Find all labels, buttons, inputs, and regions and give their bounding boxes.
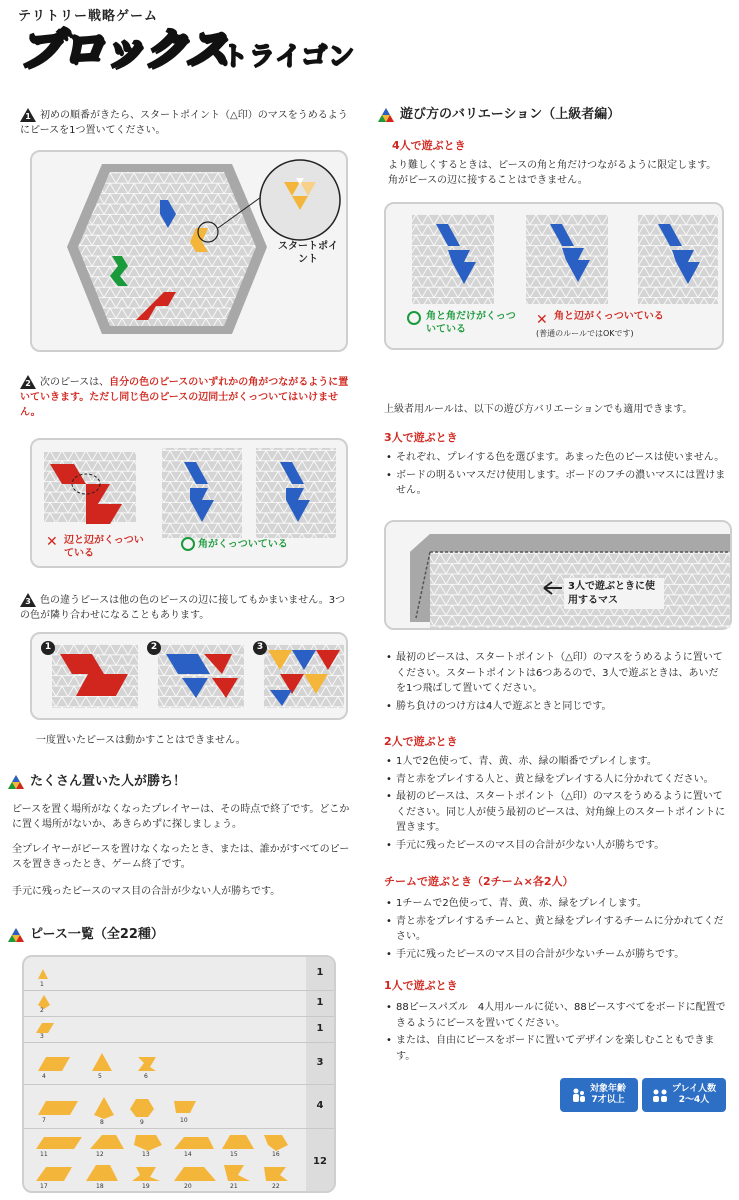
step3-label-2: 2 [150, 642, 158, 652]
subtitle: テリトリー戦略ゲーム [18, 9, 159, 24]
corner-ng-note: (普通のルールではOKです) [536, 329, 634, 338]
piece-number: 21 [230, 1183, 238, 1190]
list-item: • 手元に残ったピースのマス目の合計が少ないチームが勝ちです。 [386, 947, 726, 963]
piece-number: 15 [230, 1151, 238, 1158]
board-edge-icon [386, 522, 730, 628]
list-item: • ボードの明るいマスだけ使用します。ボードのフチの濃いマスには置けません。 [386, 468, 726, 499]
players-icon [652, 1088, 668, 1102]
four-player-diagram [384, 202, 724, 350]
piece-number: 1 [40, 981, 44, 988]
step-number-icon: 2 [20, 375, 36, 389]
win-text-3: 手元に残ったピースのマス目の合計が少ない人が勝ちです。 [12, 886, 281, 897]
list-item: • 青と赤をプレイするチームと、黄と緑をプレイするチームに分かれてください。 [386, 914, 726, 945]
step2-diagram [30, 438, 348, 568]
list-item: • 手元に残ったピースのマス目の合計が少ない人が勝ちです。 [386, 838, 726, 854]
advanced-text: 上級者用ルールは、以下の遊び方バリエーションでも適用できます。 [384, 404, 693, 415]
piece-count: 1 [306, 1017, 334, 1042]
piece-shapes-icon [24, 1043, 304, 1085]
step3-diagram [30, 632, 348, 720]
three-player-list [386, 450, 726, 501]
two-player-title: 2人で遊ぶとき [384, 735, 458, 748]
age-value: 7才以上 [591, 1095, 625, 1105]
step3-text: 3 色の違うピースは他の色のピースの辺に接してもかまいません。3つの色が隣り合わせになることもあります。 [20, 595, 346, 621]
family-icon [572, 1088, 586, 1102]
triangle-icon [8, 775, 24, 789]
logo: ブロックス [18, 24, 227, 75]
piece-count: 3 [306, 1043, 334, 1084]
piece-number: 20 [184, 1183, 192, 1190]
team-list [386, 896, 726, 964]
pieces-row [24, 1043, 334, 1085]
pieces-title: ピース一覧（全22種） [8, 926, 164, 945]
corner-ok-label: 角と角だけがくっついている [426, 311, 516, 335]
good-adjacency-label: 角がくっついている [198, 539, 288, 550]
piece-number: 3 [40, 1033, 44, 1040]
color-mix-examples-icon [32, 634, 346, 718]
piece-shapes-icon [24, 1017, 304, 1043]
piece-number: 6 [144, 1073, 148, 1080]
piece-count: 4 [306, 1085, 334, 1128]
piece-number: 2 [40, 1007, 44, 1014]
win-text-1: ピースを置く場所がなくなったプレイヤーは、その時点で終了です。どこかに置く場所がないか、あきらめずに探しましょう。 [12, 804, 350, 830]
piece-number: 16 [272, 1151, 280, 1158]
logo-subtitle: トライゴン [222, 42, 356, 72]
piece-number: 5 [98, 1073, 102, 1080]
list-item: • 最初のピースは、スタートポイント（△印）のマスをうめるように置いてください。同じ人が使う最初のピースは、対角線上のスタートポイントに置きます。 [386, 789, 726, 836]
pieces-row [24, 1129, 334, 1193]
pieces-table [22, 955, 336, 1193]
team-title: チームで遊ぶとき（2チーム×各2人） [384, 875, 574, 888]
piece-number: 7 [42, 1117, 46, 1124]
piece-number: 18 [96, 1183, 104, 1190]
triangle-icon [8, 928, 24, 942]
bad-adjacency-label: 辺と辺がくっついている [64, 535, 144, 559]
piece-count: 1 [306, 991, 334, 1016]
step1-diagram [30, 150, 348, 352]
list-item: • 1チームで2色使って、青、黄、赤、緑をプレイします。 [386, 896, 726, 912]
start-point-callout: スタートポイント [278, 241, 338, 265]
list-item: • または、自由にピースをボードに置いてデザインを楽しむこともできます。 [386, 1033, 726, 1064]
pieces-row [24, 1017, 334, 1043]
variation-title: 遊び方のバリエーション（上級者編） [378, 106, 620, 125]
pieces-row [24, 991, 334, 1017]
players-value: 2～4人 [678, 1095, 710, 1105]
list-item: • 88ピースパズル 4人用ルールに従い、88ピースすべてをボードに配置できるようにピースを置いてください。 [386, 1000, 726, 1031]
step-number-icon: 1 [20, 108, 36, 122]
age-label: 対象年齢 [589, 1084, 626, 1095]
four-player-text: より難しくするときは、ピースの角と角だけつながるように限定します。角がピースの辺に接することはできません。 [388, 160, 717, 186]
step3-note: 一度置いたピースは動かすことはできません。 [36, 735, 246, 746]
win-title: たくさん置いた人が勝ち！ [8, 773, 186, 792]
players-badge [642, 1078, 726, 1112]
piece-number: 13 [142, 1151, 150, 1158]
step3-label-3: 3 [256, 642, 264, 652]
piece-number: 4 [42, 1073, 46, 1080]
corner-ng-label: 角と辺がくっついている [554, 311, 664, 322]
step-number-icon: 3 [20, 593, 36, 607]
three-player-callout: 3人で遊ぶときに使用するマス [564, 578, 664, 609]
piece-number: 19 [142, 1183, 150, 1190]
one-player-list [386, 1000, 726, 1066]
piece-number: 12 [96, 1151, 104, 1158]
piece-number: 8 [100, 1119, 104, 1126]
four-player-title: 4人で遊ぶとき [392, 139, 466, 152]
piece-count: 12 [306, 1129, 334, 1193]
list-item: • 青と赤をプレイする人と、黄と緑をプレイする人に分かれてください。 [386, 772, 726, 788]
piece-shapes-icon [24, 1129, 304, 1193]
triangle-icon [378, 108, 394, 122]
piece-count: 1 [306, 957, 334, 990]
pieces-row [24, 957, 334, 991]
piece-number: 14 [184, 1151, 192, 1158]
piece-number: 17 [40, 1183, 48, 1190]
list-item: • 1人で2色使って、青、黄、赤、緑の順番でプレイします。 [386, 754, 726, 770]
piece-shapes-icon [24, 991, 304, 1017]
piece-shapes-icon [24, 957, 304, 991]
three-player-list-2 [386, 650, 726, 716]
step3-label-1: 1 [44, 642, 52, 652]
list-item: • 最初のピースは、スタートポイント（△印）のマスをうめるように置いてください。スタートポイントは6つあるので、3人で遊ぶときは、あいだを1つ飛ばして置いてください。 [386, 650, 726, 697]
step1-text: 1 初めの順番がきたら、スタートポイント（△印）のマスをうめるようにピースを1つ置いてください。 [20, 110, 348, 136]
one-player-title: 1人で遊ぶとき [384, 979, 458, 992]
two-player-list [386, 754, 726, 855]
age-badge [560, 1078, 638, 1112]
piece-shapes-icon [24, 1085, 304, 1129]
piece-number: 11 [40, 1151, 48, 1158]
pieces-row [24, 1085, 334, 1129]
svg-text:✕: ✕ [46, 534, 58, 550]
win-text-2: 全プレイヤーがピースを置けなくなったとき、または、誰かがすべてのピースを置ききったとき、ゲーム終了です。 [12, 844, 350, 870]
three-player-diagram [384, 520, 732, 630]
piece-number: 10 [180, 1117, 188, 1124]
piece-number: 9 [140, 1119, 144, 1126]
players-label: プレイ人数 [671, 1084, 717, 1095]
list-item: • 勝ち負けのつけ方は4人で遊ぶときと同じです。 [386, 699, 726, 715]
step2-text: 2 次のピースは、自分の色のピースのいずれかの角がつながるように置いていきます。ただし同じ色のピースの辺同士がくっついてはいけません。 [20, 377, 349, 418]
piece-number: 22 [272, 1183, 280, 1190]
three-player-title: 3人で遊ぶとき [384, 431, 458, 444]
svg-text:✕: ✕ [536, 312, 548, 328]
list-item: • それぞれ、プレイする色を選びます。あまった色のピースは使いません。 [386, 450, 726, 466]
